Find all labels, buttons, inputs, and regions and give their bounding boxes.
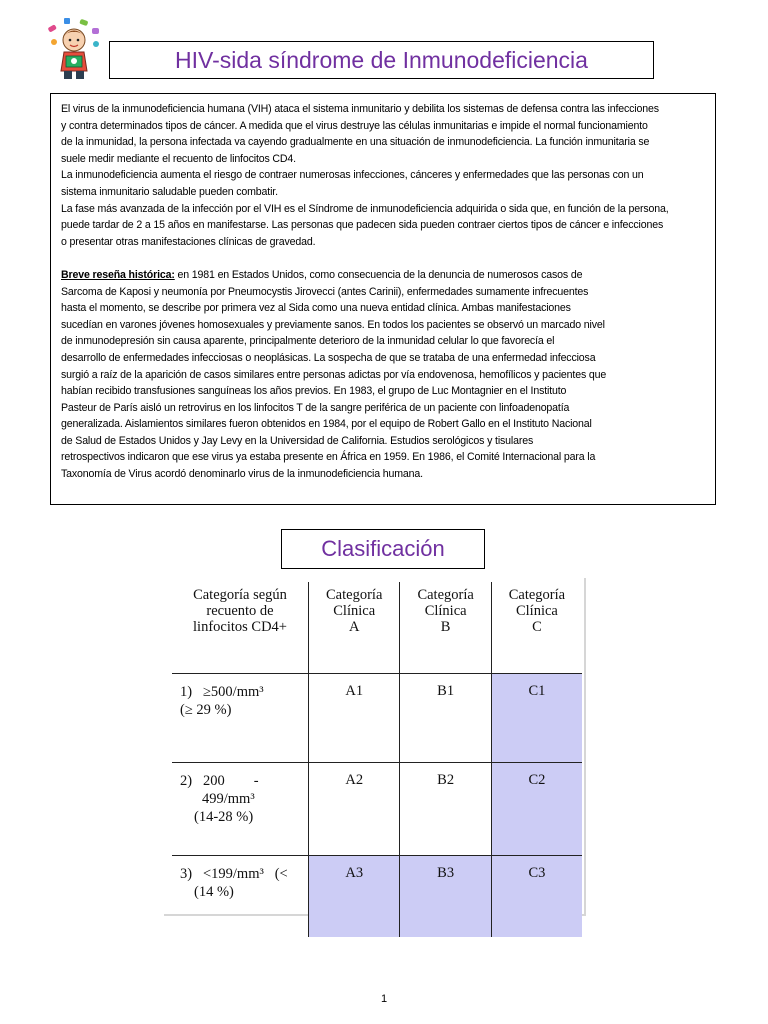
- page-title: HIV-sida síndrome de Inmunodeficiencia: [109, 41, 654, 79]
- cell-a2: A2: [309, 763, 400, 856]
- table-row: [172, 674, 582, 763]
- criteria-cell: 2) 200 - 499/mm³ (14-28 %): [172, 763, 309, 856]
- header-clinical-c: Categoría Clínica C: [491, 582, 582, 674]
- intro-text-box: [50, 93, 716, 505]
- history-line: Taxonomía de Virus acordó denominarlo virus de la inmunodeficiencia humana.: [61, 468, 423, 481]
- history-line: Pasteur de París aisló un retrovirus en los linfocitos T de la sangre periférica de un paciente con linfoadenopatía: [61, 401, 570, 414]
- table-row: [172, 856, 582, 938]
- cell-b3: B3: [400, 856, 491, 938]
- history-label: Breve reseña histórica:: [61, 268, 175, 281]
- history-line: retrospectivos indicaron que ese virus ya estaba presente en África en 1959. En 1986, el Comité Internacional para la: [61, 451, 596, 464]
- classification-title: Clasificación: [281, 529, 485, 569]
- cell-c3: C3: [491, 856, 582, 938]
- classification-table: [172, 582, 582, 937]
- intro-line: o presentar otras manifestaciones clínicas de gravedad.: [61, 235, 316, 248]
- page-number: 1: [380, 993, 388, 1005]
- intro-line: La fase más avanzada de la infección por el VIH es el Síndrome de inmunodeficiencia adquirida o sida que, en función de la persona,: [61, 202, 669, 215]
- table-row: [172, 763, 582, 856]
- classification-table-image: [164, 578, 586, 916]
- table-header-row: [172, 582, 582, 674]
- intro-line: y contra determinados tipos de cáncer. A medida que el virus destruye las células inmunitarias e impide el normal funcionamiento: [61, 119, 648, 132]
- criteria-cell: 1) ≥500/mm³ (≥ 29 %): [172, 674, 309, 763]
- cell-a1: A1: [309, 674, 400, 763]
- cell-c2: C2: [491, 763, 582, 856]
- header-clinical-a: Categoría Clínica A: [309, 582, 400, 674]
- history-line: habían recibido transfusiones sanguíneas los años previos. En 1983, el grupo de Luc Montagnier en el Instituto: [61, 385, 567, 398]
- student-clipart-icon: [44, 16, 106, 82]
- cell-b1: B1: [400, 674, 491, 763]
- history-first-line: [61, 267, 706, 284]
- intro-line: suele medir mediante el recuento de linfocitos CD4.: [61, 152, 296, 165]
- history-line: de inmunodepresión sin causa aparente, principalmente deterioro de la inmunidad celular lo que favorecía el: [61, 335, 555, 348]
- history-line: desarrollo de enfermedades infecciosas o neoplásicas. La sospecha de que se trataba de una enfermedad infecciosa: [61, 351, 596, 364]
- intro-line: La inmunodeficiencia aumenta el riesgo de contraer numerosas infecciones, cánceres y enfermedades que las personas con un: [61, 169, 644, 182]
- intro-line: de la inmunidad, la persona infectada va cayendo gradualmente en una situación de inmunodeficiencia. La función inmunitaria se: [61, 136, 650, 149]
- criteria-cell: 3) <199/mm³ (< (14 %): [172, 856, 309, 938]
- cell-c1: C1: [491, 674, 582, 763]
- history-line: en 1981 en Estados Unidos, como consecuencia de la denuncia de numerosos casos de: [174, 268, 583, 281]
- history-line: surgió a raíz de la aparición de casos similares entre personas adictas por vía endovenosa, hemofílicos y pacientes que: [61, 368, 607, 381]
- header-clinical-b: Categoría Clínica B: [400, 582, 491, 674]
- history-line: sucedían en varones jóvenes homosexuales y previamente sanos. En todos los pacientes se observó un marcado nivel: [61, 318, 605, 331]
- cell-a3: A3: [309, 856, 400, 938]
- history-line: Sarcoma de Kaposi y neumonía por Pneumocystis Jirovecci (antes Carinii), enfermedades sumamente infrecuentes: [61, 285, 589, 298]
- intro-line: puede tardar de 2 a 15 años en manifestarse. Las personas que padecen sida pueden contraer ciertos tipos de cáncer e infecciones: [61, 219, 664, 232]
- intro-line: sistema inmunitario saludable pueden combatir.: [61, 185, 278, 198]
- header-cd4-category: Categoría según recuento de linfocitos CD4+: [172, 582, 309, 674]
- history-line: de Salud de Estados Unidos y Jay Levy en la Universidad de California. Estudios serológicos y tisulares: [61, 434, 534, 447]
- history-line: generalizada. Aislamientos similares fueron obtenidos en 1984, por el equipo de Robert Gallo en el Instituto Nacional: [61, 418, 592, 431]
- intro-line: El virus de la inmunodeficiencia humana (VIH) ataca el sistema inmunitario y debilita los sistemas de defensa contra las infecciones: [61, 103, 659, 115]
- history-line: hasta el momento, se describe por primera vez al Sida como una nueva entidad clínica. Ambas manifestaciones: [61, 302, 571, 315]
- cell-b2: B2: [400, 763, 491, 856]
